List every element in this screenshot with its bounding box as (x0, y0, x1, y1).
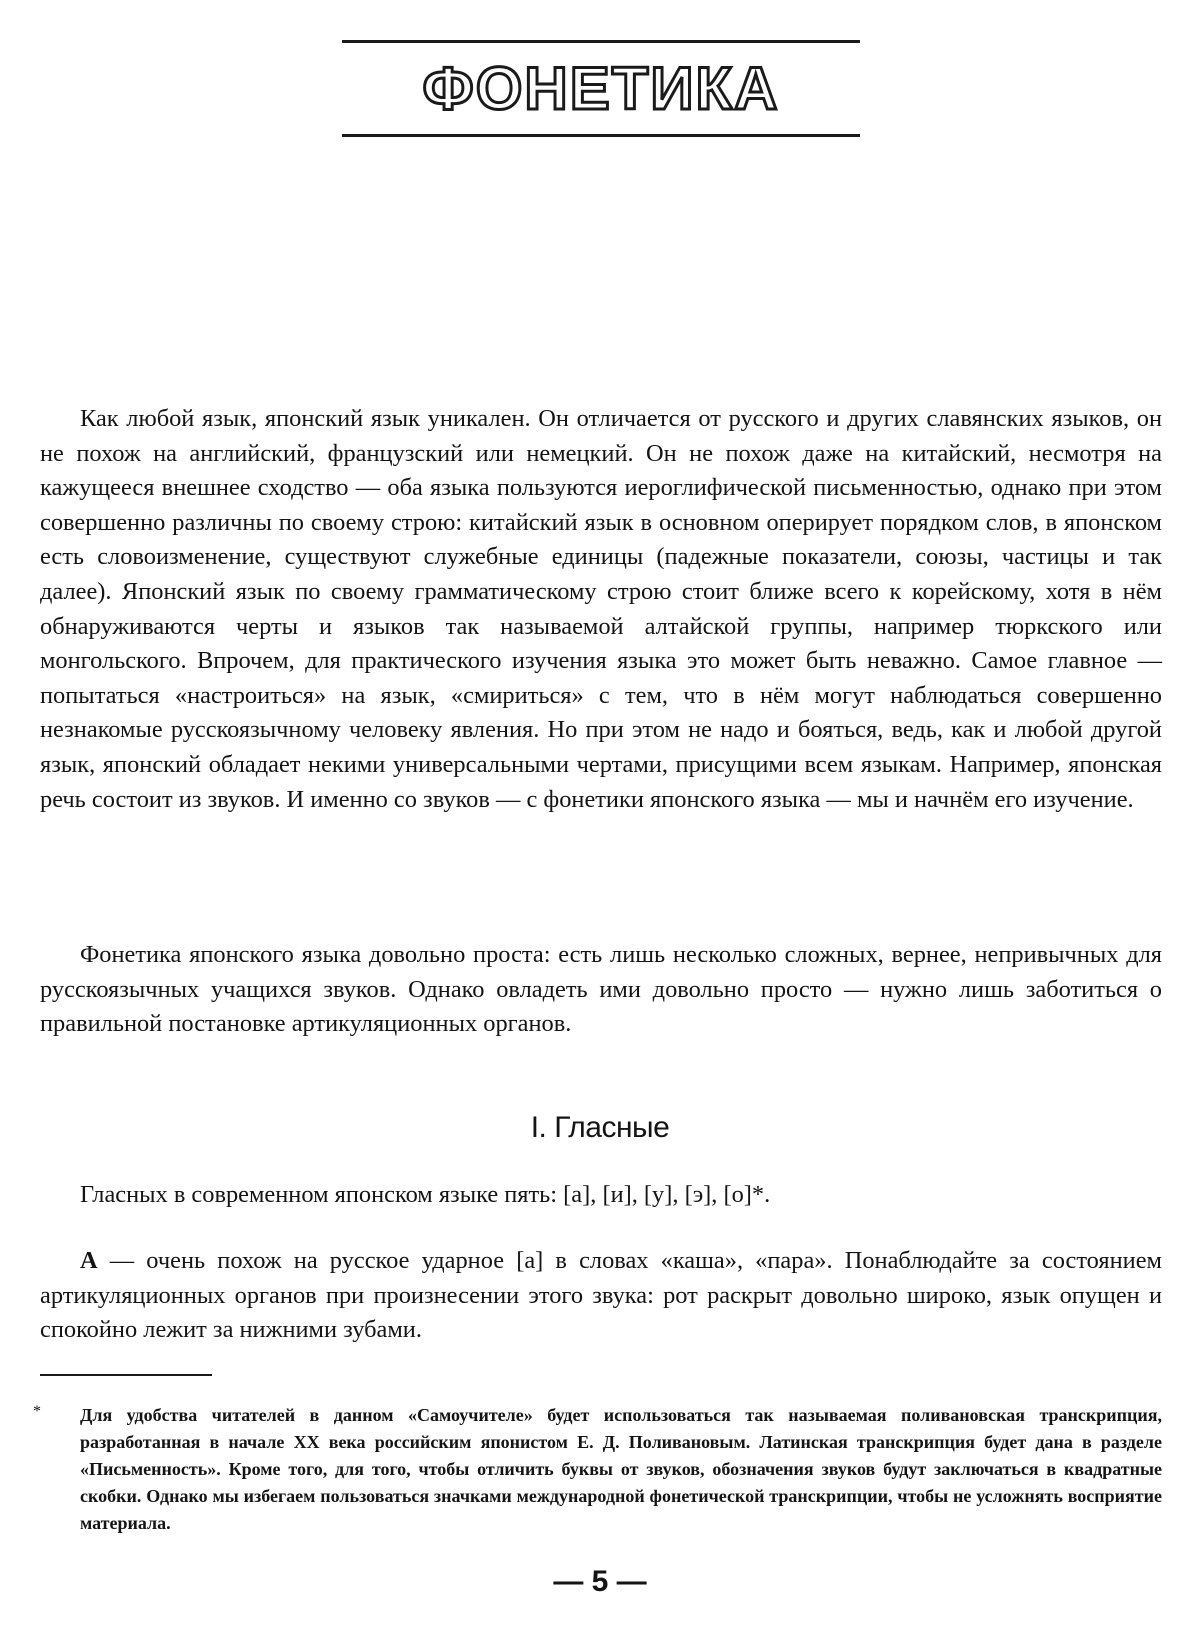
phonetics-paragraph: Фонетика японского языка довольно проста: есть лишь несколько сложных, вернее, непривычных для русскоязычных учащихся звуков. Однако овладеть ими довольно просто — нужно лишь заботиться о правильной постановке артикуляционных органов. (40, 941, 1162, 1038)
chapter-title: ФОНЕТИКА (422, 55, 780, 122)
header-rule-top (342, 40, 860, 43)
header-rule-bottom (342, 134, 860, 137)
vowel-a-paragraph (40, 1244, 1162, 1348)
vowel-a-description: — очень похож на русское ударное [а] в словах «каша», «пара». Понаблюдайте за состоянием артикуляционных органов при произнесении этого звука: рот раскрыт довольно широко, язык опущен и спокойно лежит за нижними зубами. (40, 1247, 1162, 1344)
footnote-marker: * (33, 1403, 41, 1420)
vowel-count-paragraph: Гласных в современном японском языке пять: [а], [и], [у], [э], [о]*. (80, 1181, 771, 1208)
page-number: — 5 — (553, 1565, 647, 1598)
footnote-rule (40, 1374, 212, 1376)
vowel-a-letter: А (80, 1247, 98, 1274)
section-heading: I. Гласные (530, 1111, 670, 1144)
footnote-text: Для удобства читателей в данном «Самоучителе» будет использоваться так называемая поливановская транскрипция, разработанная в начале XX века российским японистом Е. Д. Поливановым. Латинская транскрипция будет дана в разделе «Письменность». Кроме того, для того, чтобы отличить буквы от звуков, обозначения звуков будут заключаться в квадратные скобки. Однако мы избегаем пользоваться значками международной фонетической транскрипции, чтобы не усложнять восприятие материала. (80, 1405, 1162, 1533)
intro-paragraph: Как любой язык, японский язык уникален. Он отличается от русского и других славянских языков, он не похож на английский, французский или немецкий. Он не похож даже на китайский, несмотря на кажущееся внешнее сходство — оба языка пользуются иероглифической письменностью, однако при этом совершенно различны по своему строю: китайский язык в основном оперирует порядком слов, в японском есть словоизменение, существуют служебные единицы (падежные показатели, союзы, частицы и так далее). Японский язык по своему грамматическому строю стоит ближе всего к корейскому, хотя в нём обнаруживаются черты и языков так называемой алтайской группы, например тюркского или монгольского. Впрочем, для практического изучения языка это может быть неважно. Самое главное — попытаться «настроиться» на язык, «смириться» с тем, что в нём могут наблюдаться совершенно незнакомые русскоязычному человеку явления. Но при этом не надо и бояться, ведь, как и любой другой язык, японский обладает некими универсальными чертами, присущими всем языкам. Например, японская речь состоит из звуков. И именно со звуков — с фонетики японского языка — мы и начнём его изучение. (40, 405, 1162, 813)
